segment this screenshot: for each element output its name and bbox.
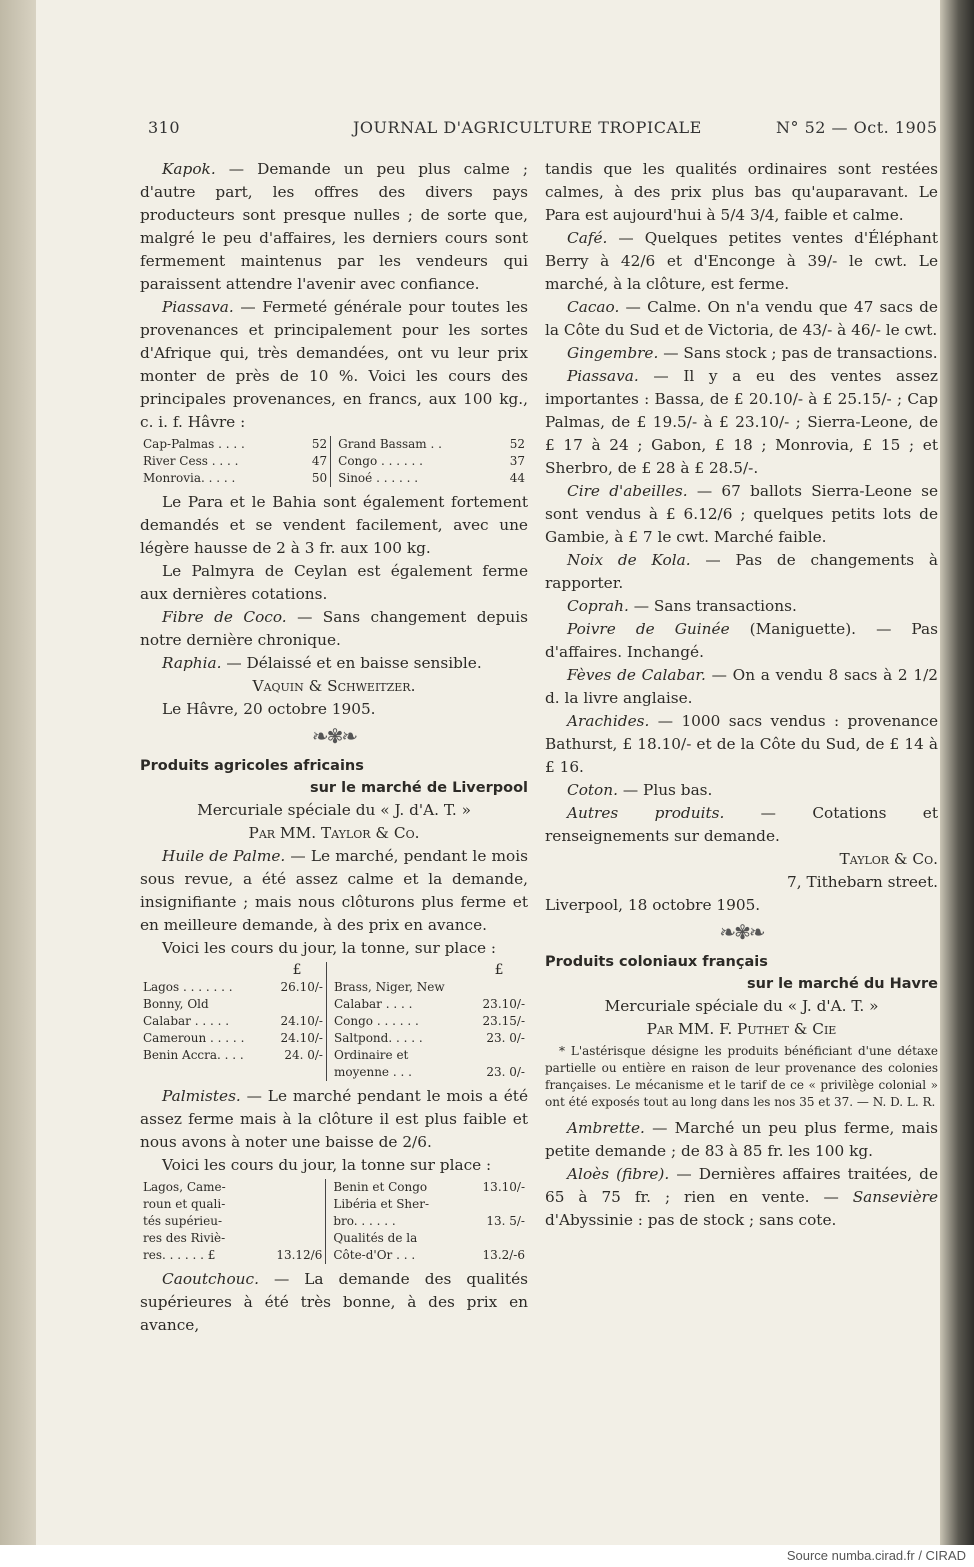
table-row <box>140 1047 528 1064</box>
table-row <box>140 979 528 996</box>
text: — La demande des qualités supérieures à été très bonne, à des prix en avance, <box>140 1270 528 1334</box>
continuation-paragraph: tandis que les qualités ordinaires sont restées calmes, à des prix plus bas qu'auparavant. Le Para est aujourd'hui à 5/4 3/4, faible et calme. <box>545 160 938 224</box>
text: — Sans transactions. <box>628 597 797 615</box>
cell <box>331 962 470 979</box>
cell <box>257 1196 326 1213</box>
palmistes-paragraph <box>140 1085 528 1154</box>
term: Noix de Kola. <box>567 551 691 569</box>
page-number: 310 <box>148 118 181 137</box>
address: 7, Tithebarn street. <box>787 873 938 891</box>
table-row <box>140 1196 528 1213</box>
cell: Cap-Palmas . . . . <box>143 437 245 451</box>
piassava-price-table <box>140 436 528 487</box>
para-paragraph: Le Para et le Bahia sont également fortement demandés et se vendent facilement, avec une légère hausse de 2 à 3 fr. aux 100 kg. <box>140 493 528 557</box>
journal-title: JOURNAL D'AGRICULTURE TROPICALE <box>353 118 702 137</box>
table-row <box>140 1030 528 1047</box>
dateline: Liverpool, 18 octobre 1905. <box>545 896 761 914</box>
table-row <box>140 996 528 1013</box>
cell <box>257 1213 326 1230</box>
mercuriale-line: Mercuriale spéciale du « J. d'A. T. » <box>197 801 471 819</box>
cell: 13.10/- <box>482 1180 525 1194</box>
cell: res des Riviè- <box>143 1231 226 1245</box>
kola-paragraph <box>545 549 938 595</box>
term: Arachides. <box>567 712 650 730</box>
section-subtitle: sur le marché du Havre <box>747 976 938 992</box>
cell: 37 <box>509 454 525 468</box>
cell: Brass, Niger, New <box>333 980 445 994</box>
cell: Libéria et Sher- <box>333 1197 430 1211</box>
table-row <box>140 1179 528 1196</box>
cell: Sinoé . . . . . . <box>338 471 419 485</box>
currency-label: £ <box>292 962 302 978</box>
cell <box>470 979 528 996</box>
text: — Cotations et renseignements sur demande. <box>545 804 938 845</box>
text: — Dernières affaires traitées, de 65 à 75 fr. ; rien en vente. — <box>545 1165 939 1206</box>
term: Fibre de Coco. <box>162 608 287 626</box>
cell: Monrovia. . . . . <box>143 471 236 485</box>
ambrette-paragraph <box>545 1117 938 1163</box>
text: — Le marché, pendant le mois sous revue, a été assez calme et la demande, insignifiante ; mais nous clôturons plus ferme et en meilleure demande, à des prix en avance. <box>140 847 528 934</box>
cell: 52 <box>311 437 328 451</box>
cacao-paragraph <box>545 296 938 342</box>
caoutchouc-paragraph <box>140 1268 528 1337</box>
cell: Côte-d'Or . . . <box>333 1248 416 1262</box>
table-row <box>140 470 528 487</box>
aloes-paragraph <box>545 1163 938 1232</box>
text: (Maniguette). — Pas d'affaires. Inchangé. <box>545 620 939 661</box>
autres-paragraph <box>545 802 938 848</box>
term: Café. <box>567 229 608 247</box>
signature: Vaquin & Schweitzer. <box>252 677 416 695</box>
cell: Benin Accra. . . . <box>143 1048 244 1062</box>
right-column <box>545 158 938 1232</box>
cell: Congo . . . . . . <box>338 454 423 468</box>
cell: 24.10/- <box>280 1031 323 1045</box>
term: Coton. <box>567 781 618 799</box>
cell: 52 <box>509 437 525 451</box>
cell: Saltpond. . . . . <box>333 1031 423 1045</box>
fibre-paragraph <box>140 606 528 652</box>
cell: res. . . . . . £ <box>143 1248 216 1262</box>
cell: Ordinaire et <box>333 1048 409 1062</box>
palmyra-paragraph: Le Palmyra de Ceylan est également ferme aux dernières cotations. <box>140 562 528 603</box>
term: Gingembre. <box>567 344 659 362</box>
page-binding <box>0 0 36 1545</box>
term: Kapok. <box>162 160 216 178</box>
text: d'Abyssinie : pas de stock ; sans cote. <box>545 1211 837 1229</box>
palmistes-cours: Voici les cours du jour, la tonne sur place : <box>162 1156 492 1174</box>
text: — 67 ballots Sierra-Leone se sont vendus à £ 6.12/6 ; quelques petits lots de Gambie, à £ 7 le cwt. Marché faible. <box>545 482 939 546</box>
section-title: Produits coloniaux français <box>545 954 768 970</box>
coprah-paragraph <box>545 595 938 618</box>
poivre-paragraph <box>545 618 938 664</box>
table-row <box>140 1230 528 1247</box>
cell: Qualités de la <box>333 1231 418 1245</box>
term: Sansevière <box>852 1188 938 1206</box>
text: — Quelques petites ventes d'Éléphant Berry à 42/6 et d'Enconge à 39/- le cwt. Le marché, à la clôture, est ferme. <box>545 229 938 293</box>
table-row <box>140 436 528 453</box>
cell: Benin et Congo <box>333 1180 428 1194</box>
feves-paragraph <box>545 664 938 710</box>
palmistes-price-table <box>140 1179 528 1264</box>
text: — Marché un peu plus ferme, mais petite demande ; de 83 à 85 fr. les 100 kg. <box>545 1119 938 1160</box>
author-line: Par MM. Taylor & Co. <box>248 824 420 842</box>
text: — 1000 sacs vendus : provenance Bathurst, £ 18.10/- et de la Côte du Sud, de £ 14 à £ 16. <box>545 712 938 776</box>
term: Huile de Palme. <box>162 847 286 865</box>
cell: tés supérieu- <box>143 1214 223 1228</box>
cell: 26.10/- <box>280 980 323 994</box>
section-subtitle: sur le marché de Liverpool <box>309 780 528 796</box>
cell: 13.12/6 <box>276 1248 323 1262</box>
text: — Délaissé et en baisse sensible. <box>221 654 482 672</box>
left-column <box>140 158 528 1337</box>
cell: Calabar . . . . <box>333 997 413 1011</box>
term: Palmistes. <box>162 1087 241 1105</box>
table-row <box>140 453 528 470</box>
text: — On a vendu 8 sacs à 2 1/2 d. la livre anglaise. <box>545 666 938 707</box>
cell: Lagos . . . . . . . <box>143 980 233 994</box>
cell <box>140 1064 268 1081</box>
term: Cacao. <box>567 298 620 316</box>
ornament-icon: ❧✾❧ <box>719 920 764 944</box>
cell: 13. 5/- <box>486 1214 525 1228</box>
cell: 50 <box>311 471 328 485</box>
cell: 24. 0/- <box>284 1048 323 1062</box>
cell: Lagos, Came- <box>143 1180 226 1194</box>
cell: 13.2/-6 <box>482 1248 525 1262</box>
cell: 24.10/- <box>280 1014 323 1028</box>
text: — Demande un peu plus calme ; d'autre part, les offres des divers pays producteurs sont presque nulles ; de sorte que, malgré le peu d'affaires, les derniers cours sont fermement maintenus par les vendeurs qui paraissent attendre l'avenir avec confiance. <box>140 160 528 293</box>
cell: moyenne . . . <box>333 1065 412 1079</box>
cell <box>464 1196 528 1213</box>
raphia-paragraph <box>140 652 528 675</box>
cafe-paragraph <box>545 227 938 296</box>
text: — Il y a eu des ventes assez importantes : Bassa, de £ 20.10/- à £ 25.15/- ; Cap Palmas, de £ 19.5/- à £ 23.10/- ; Sierra-Leone, de £ 17 à 24 ; Gabon, £ 18 ; Monrovia, £ 15 ; et Sherbro, de £ 28 à £ 28.5/-. <box>545 367 938 477</box>
source-footer <box>0 1545 974 1567</box>
cell: 23. 0/- <box>486 1065 525 1079</box>
cell: River Cess . . . . <box>143 454 239 468</box>
term: Ambrette. <box>567 1119 645 1137</box>
cell <box>268 1064 326 1081</box>
issue-number: N° 52 — Oct. 1905 <box>776 118 938 137</box>
huile-paragraph <box>140 845 528 937</box>
term: Aloès (fibre). <box>567 1165 670 1183</box>
table-row <box>140 1013 528 1030</box>
table-row <box>140 1247 528 1264</box>
text: — Calme. On n'a vendu que 47 sacs de la Côte du Sud et de Victoria, de 43/- à 46/- le cwt. <box>545 298 938 339</box>
palm-oil-price-table <box>140 962 528 1081</box>
section-title: Produits agricoles africains <box>140 758 364 774</box>
currency-label: £ <box>494 962 504 978</box>
piassava-paragraph <box>545 365 938 480</box>
term: Piassava. <box>162 298 234 316</box>
cell: 23. 0/- <box>486 1031 525 1045</box>
text: — Sans stock ; pas de transactions. <box>658 344 938 362</box>
cell: Bonny, Old <box>143 997 209 1011</box>
cell: 47 <box>311 454 328 468</box>
cell: 23.15/- <box>482 1014 525 1028</box>
arachides-paragraph <box>545 710 938 779</box>
cire-paragraph <box>545 480 938 549</box>
mercuriale-line: Mercuriale spéciale du « J. d'A. T. » <box>604 997 879 1015</box>
cell: Grand Bassam . . <box>338 437 442 451</box>
cours-intro: Voici les cours du jour, la tonne, sur place : <box>162 939 497 957</box>
term: Fèves de Calabar. <box>567 666 706 684</box>
cell: bro. . . . . . <box>333 1214 396 1228</box>
term: Raphia. <box>162 654 222 672</box>
term: Autres produits. <box>567 804 725 822</box>
text: — Sans changement depuis notre dernière chronique. <box>140 608 528 649</box>
text: — Plus bas. <box>618 781 713 799</box>
source-link[interactable]: Source numba.cirad.fr / CIRAD <box>786 1548 966 1563</box>
table-row <box>140 1064 528 1081</box>
signature: Taylor & Co. <box>839 850 938 868</box>
dateline: Le Hâvre, 20 octobre 1905. <box>162 700 376 718</box>
text: — Fermeté générale pour toutes les provenances et principalement pour les sortes d'Afrique qui, très demandées, ont vu leur prix monter de près de 10 %. Voici les cours des principales provenances, en francs, aux 100 kg., c. i. f. Hâvre : <box>140 298 528 431</box>
cell: Calabar . . . . . <box>143 1014 230 1028</box>
text: — Le marché pendant le mois a été assez ferme mais à la clôture il est plus faible et nous avons à noter une baisse de 2/6. <box>140 1087 528 1151</box>
term: Cire d'abeilles. <box>567 482 688 500</box>
cell <box>257 1179 326 1196</box>
cell: 23.10/- <box>482 997 525 1011</box>
term: Poivre de Guinée <box>567 620 730 638</box>
cell <box>140 962 268 979</box>
cell: Cameroun . . . . . <box>143 1031 245 1045</box>
kapok-paragraph <box>140 158 528 296</box>
table-row <box>140 1213 528 1230</box>
cell <box>470 1047 528 1064</box>
editor-note: * L'astérisque désigne les produits bénéficiant d'une détaxe partielle ou entière en raison de leur provenance des colonies françaises. Le mécanisme et le tarif de ce « privilège colonial » ont été exposés tout au long dans les nos 35 et 37. — N. D. L. R. <box>545 1044 938 1109</box>
cell: Congo . . . . . . <box>333 1014 419 1028</box>
piassava-paragraph <box>140 296 528 434</box>
coton-paragraph <box>545 779 938 802</box>
term: Piassava. <box>567 367 639 385</box>
term: Caoutchouc. <box>162 1270 259 1288</box>
text: — Pas de changements à rapporter. <box>545 551 938 592</box>
term: Coprah. <box>567 597 629 615</box>
author-line: Par MM. F. Puthet & Cie <box>646 1020 837 1038</box>
cell <box>464 1230 528 1247</box>
cell <box>257 1230 326 1247</box>
cell: roun et quali- <box>143 1197 226 1211</box>
book-edge <box>940 0 974 1545</box>
table-row <box>140 962 528 979</box>
cell: 44 <box>509 471 525 485</box>
gingembre-paragraph <box>545 342 938 365</box>
cell <box>268 996 326 1013</box>
ornament-icon: ❧✾❧ <box>311 724 357 748</box>
